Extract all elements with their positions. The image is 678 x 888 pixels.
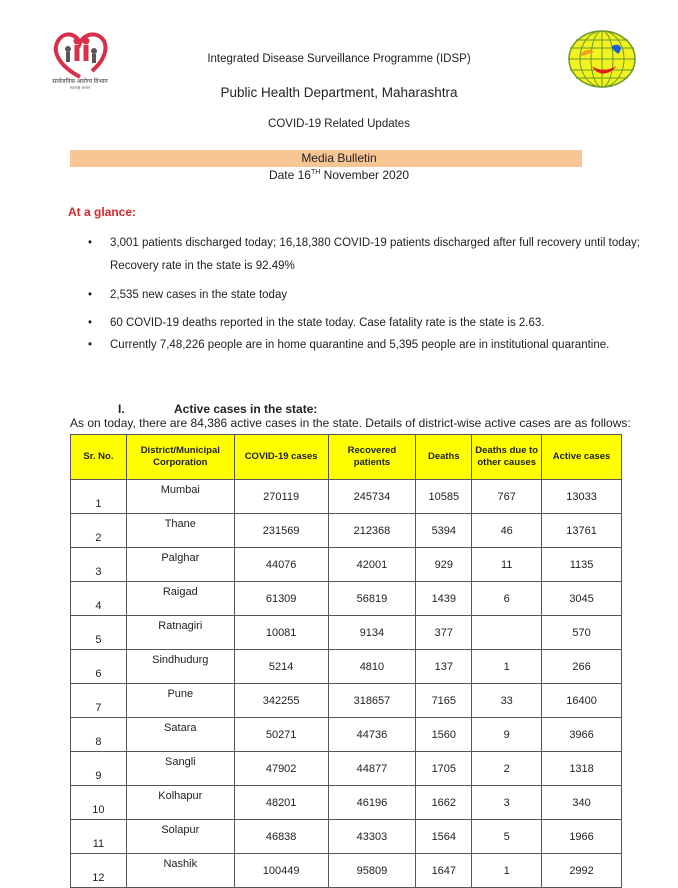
table-row <box>71 820 622 854</box>
department-title: Public Health Department, Maharashtra <box>220 85 458 100</box>
cell-active-cases: 570 <box>542 616 622 650</box>
cell-active-cases: 1966 <box>542 820 622 854</box>
cell-district: Sindhudurg <box>126 650 234 684</box>
glance-bullet-list <box>88 232 648 357</box>
cell-deaths: 377 <box>416 616 472 650</box>
cell-other-deaths <box>472 616 542 650</box>
cell-sr-no: 7 <box>71 684 127 718</box>
cell-recovered: 245734 <box>328 480 416 514</box>
cell-other-deaths: 11 <box>472 548 542 582</box>
cell-recovered: 46196 <box>328 786 416 820</box>
cell-sr-no: 1 <box>71 480 127 514</box>
cell-district: Thane <box>126 514 234 548</box>
section-title: Active cases in the state: <box>174 402 318 416</box>
cell-covid-cases: 10081 <box>234 616 328 650</box>
cell-district: Solapur <box>126 820 234 854</box>
cell-deaths: 5394 <box>416 514 472 548</box>
table-row <box>71 514 622 548</box>
header-sr-no: Sr. No. <box>71 435 127 480</box>
cell-sr-no: 8 <box>71 718 127 752</box>
cell-covid-cases: 5214 <box>234 650 328 684</box>
cell-deaths: 1560 <box>416 718 472 752</box>
logo-caption: सार्वजनिक आरोग्य विभाग <box>52 79 108 85</box>
cell-covid-cases: 270119 <box>234 480 328 514</box>
bulletin-date <box>0 168 678 182</box>
table-row <box>71 684 622 718</box>
cell-sr-no: 2 <box>71 514 127 548</box>
cell-other-deaths: 1 <box>472 854 542 888</box>
cell-other-deaths: 9 <box>472 718 542 752</box>
cell-other-deaths: 46 <box>472 514 542 548</box>
cell-recovered: 44736 <box>328 718 416 752</box>
org-title: Integrated Disease Surveillance Programme (IDSP) <box>207 53 471 65</box>
district-cases-table <box>70 434 622 888</box>
cell-recovered: 44877 <box>328 752 416 786</box>
cell-active-cases: 13033 <box>542 480 622 514</box>
cell-recovered: 212368 <box>328 514 416 548</box>
section-intro: As on today, there are 84,386 active cases in the state. Details of district-wise active cases are as follows: <box>70 416 631 430</box>
cell-covid-cases: 61309 <box>234 582 328 616</box>
header-recovered: Recovered patients <box>328 435 416 480</box>
cell-deaths: 1662 <box>416 786 472 820</box>
cell-district: Mumbai <box>126 480 234 514</box>
cell-other-deaths: 5 <box>472 820 542 854</box>
table-row <box>71 480 622 514</box>
bullet-discharged: • 3,001 patients discharged today; 16,18,380 COVID-19 patients discharged after full recovery until today; Recovery rate in the state is 92.49% <box>88 232 648 278</box>
cell-active-cases: 16400 <box>542 684 622 718</box>
cell-other-deaths: 767 <box>472 480 542 514</box>
table-row <box>71 548 622 582</box>
bullet-new-cases: • 2,535 new cases in the state today <box>88 286 648 304</box>
cell-active-cases: 1318 <box>542 752 622 786</box>
table-row <box>71 582 622 616</box>
cell-active-cases: 3045 <box>542 582 622 616</box>
cell-covid-cases: 44076 <box>234 548 328 582</box>
cell-active-cases: 266 <box>542 650 622 684</box>
cell-deaths: 1439 <box>416 582 472 616</box>
date-suffix: November 2020 <box>320 168 410 182</box>
cell-covid-cases: 46838 <box>234 820 328 854</box>
cell-deaths: 137 <box>416 650 472 684</box>
cell-recovered: 56819 <box>328 582 416 616</box>
cell-other-deaths: 3 <box>472 786 542 820</box>
cell-sr-no: 10 <box>71 786 127 820</box>
cell-covid-cases: 342255 <box>234 684 328 718</box>
table-header-row <box>71 435 622 480</box>
header-active-cases: Active cases <box>542 435 622 480</box>
cell-deaths: 929 <box>416 548 472 582</box>
table-row <box>71 786 622 820</box>
cell-active-cases: 340 <box>542 786 622 820</box>
header-other-deaths: Deaths due to other causes <box>472 435 542 480</box>
table-row <box>71 752 622 786</box>
table-row <box>71 718 622 752</box>
cell-deaths: 1564 <box>416 820 472 854</box>
cell-covid-cases: 47902 <box>234 752 328 786</box>
cell-district: Palghar <box>126 548 234 582</box>
cell-active-cases: 1135 <box>542 548 622 582</box>
logo-subcaption: महाराष्ट्र शासन <box>69 85 91 90</box>
cell-active-cases: 3966 <box>542 718 622 752</box>
date-sup: TH <box>310 169 321 176</box>
cell-recovered: 43303 <box>328 820 416 854</box>
cell-recovered: 42001 <box>328 548 416 582</box>
cell-recovered: 95809 <box>328 854 416 888</box>
updates-title: COVID-19 Related Updates <box>268 118 410 130</box>
cell-covid-cases: 50271 <box>234 718 328 752</box>
table-row <box>71 650 622 684</box>
cell-other-deaths: 6 <box>472 582 542 616</box>
section-number: I. <box>118 402 125 416</box>
cell-district: Ratnagiri <box>126 616 234 650</box>
header-covid-cases: COVID-19 cases <box>234 435 328 480</box>
cell-covid-cases: 100449 <box>234 854 328 888</box>
bullet-quarantine: • Currently 7,48,226 people are in home quarantine and 5,395 people are in institutional quarantine. <box>88 334 648 357</box>
cell-sr-no: 4 <box>71 582 127 616</box>
cell-district: Nashik <box>126 854 234 888</box>
cell-deaths: 1647 <box>416 854 472 888</box>
cell-active-cases: 13761 <box>542 514 622 548</box>
cell-sr-no: 11 <box>71 820 127 854</box>
bulletin-title: Media Bulletin <box>301 151 377 165</box>
bullet-deaths: • 60 COVID-19 deaths reported in the state today. Case fatality rate is the state is 2.63. <box>88 314 648 332</box>
cell-covid-cases: 48201 <box>234 786 328 820</box>
cell-active-cases: 2992 <box>542 854 622 888</box>
cell-sr-no: 12 <box>71 854 127 888</box>
cell-other-deaths: 1 <box>472 650 542 684</box>
cell-district: Sangli <box>126 752 234 786</box>
section-heading <box>118 402 317 416</box>
table-row <box>71 854 622 888</box>
cell-deaths: 1705 <box>416 752 472 786</box>
cell-recovered: 318657 <box>328 684 416 718</box>
header-district: District/Municipal Corporation <box>126 435 234 480</box>
date-prefix: Date 16 <box>268 168 311 182</box>
cell-recovered: 9134 <box>328 616 416 650</box>
cell-deaths: 7165 <box>416 684 472 718</box>
cell-recovered: 4810 <box>328 650 416 684</box>
cell-district: Pune <box>126 684 234 718</box>
cell-district: Raigad <box>126 582 234 616</box>
cell-sr-no: 3 <box>71 548 127 582</box>
table-row <box>71 616 622 650</box>
cell-district: Satara <box>126 718 234 752</box>
cell-district: Kolhapur <box>126 786 234 820</box>
cell-covid-cases: 231569 <box>234 514 328 548</box>
cell-sr-no: 9 <box>71 752 127 786</box>
cell-deaths: 10585 <box>416 480 472 514</box>
cell-sr-no: 5 <box>71 616 127 650</box>
at-a-glance-heading: At a glance: <box>68 205 137 219</box>
header-deaths: Deaths <box>416 435 472 480</box>
cell-other-deaths: 2 <box>472 752 542 786</box>
cell-sr-no: 6 <box>71 650 127 684</box>
cell-other-deaths: 33 <box>472 684 542 718</box>
